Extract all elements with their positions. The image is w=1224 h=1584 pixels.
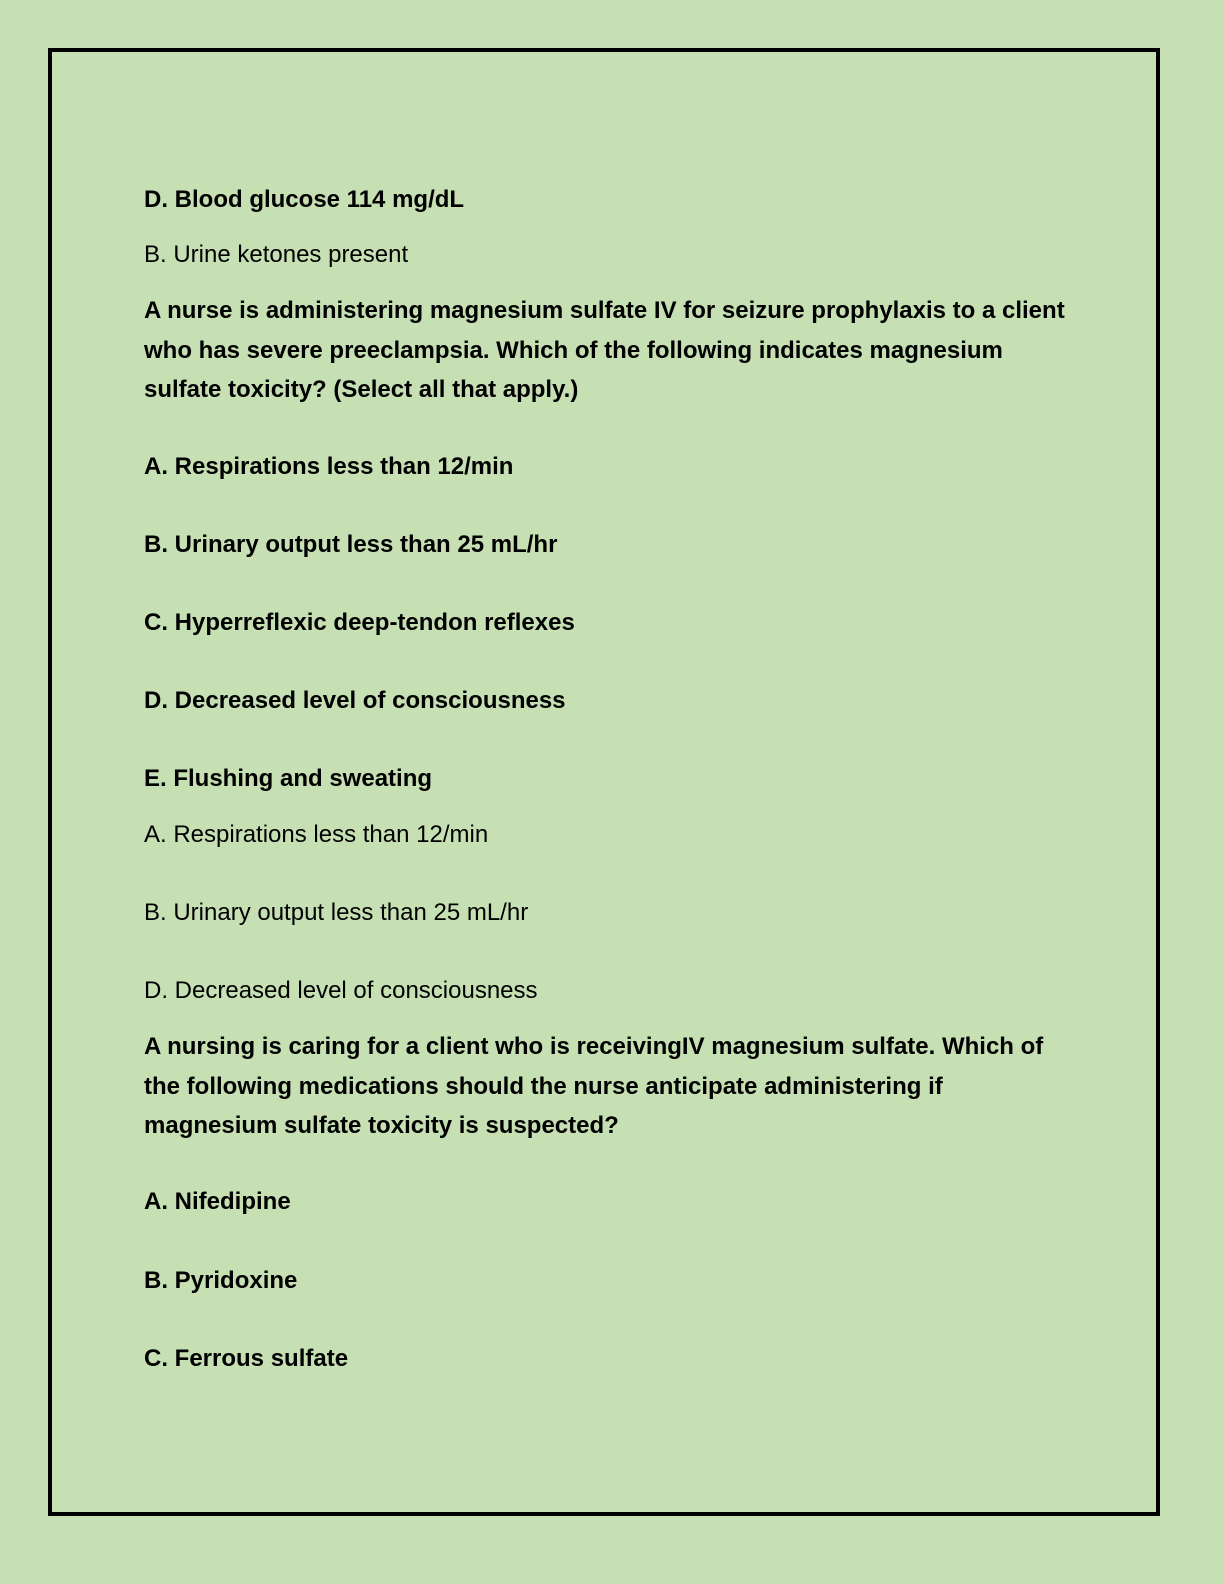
q3-option-a: A. Nifedipine [144,1188,291,1215]
q1-answer-b: B. Urine ketones present [144,241,409,268]
question-3-stem: A nursing is caring for a client who is receivingIV magnesium sulfate. Which of the following medications should the nurse anticipate administering if magnesium sulfate toxicity is suspected? [144,1033,1044,1139]
q2-option-d: D. Decreased level of consciousness [144,687,566,714]
q3-option-b: B. Pyridoxine [144,1267,298,1294]
question-2-stem: A nurse is administering magnesium sulfate IV for seizure prophylaxis to a client who has severe preeclampsia. Which of the following indicates magnesium sulfate toxicity? (Select all that apply.) [144,297,1065,403]
q2-option-a: A. Respirations less than 12/min [144,453,514,480]
q2-answer-d: D. Decreased level of consciousness [144,977,538,1004]
q2-answer-b: B. Urinary output less than 25 mL/hr [144,899,529,926]
q3-option-c: C. Ferrous sulfate [144,1345,349,1372]
q1-option-d: D. Blood glucose 114 mg/dL [144,186,465,213]
q2-option-b: B. Urinary output less than 25 mL/hr [144,531,558,558]
q2-option-c: C. Hyperreflexic deep-tendon reflexes [144,609,575,636]
q2-option-e: E. Flushing and sweating [144,765,433,792]
q2-answer-a: A. Respirations less than 12/min [144,821,489,848]
